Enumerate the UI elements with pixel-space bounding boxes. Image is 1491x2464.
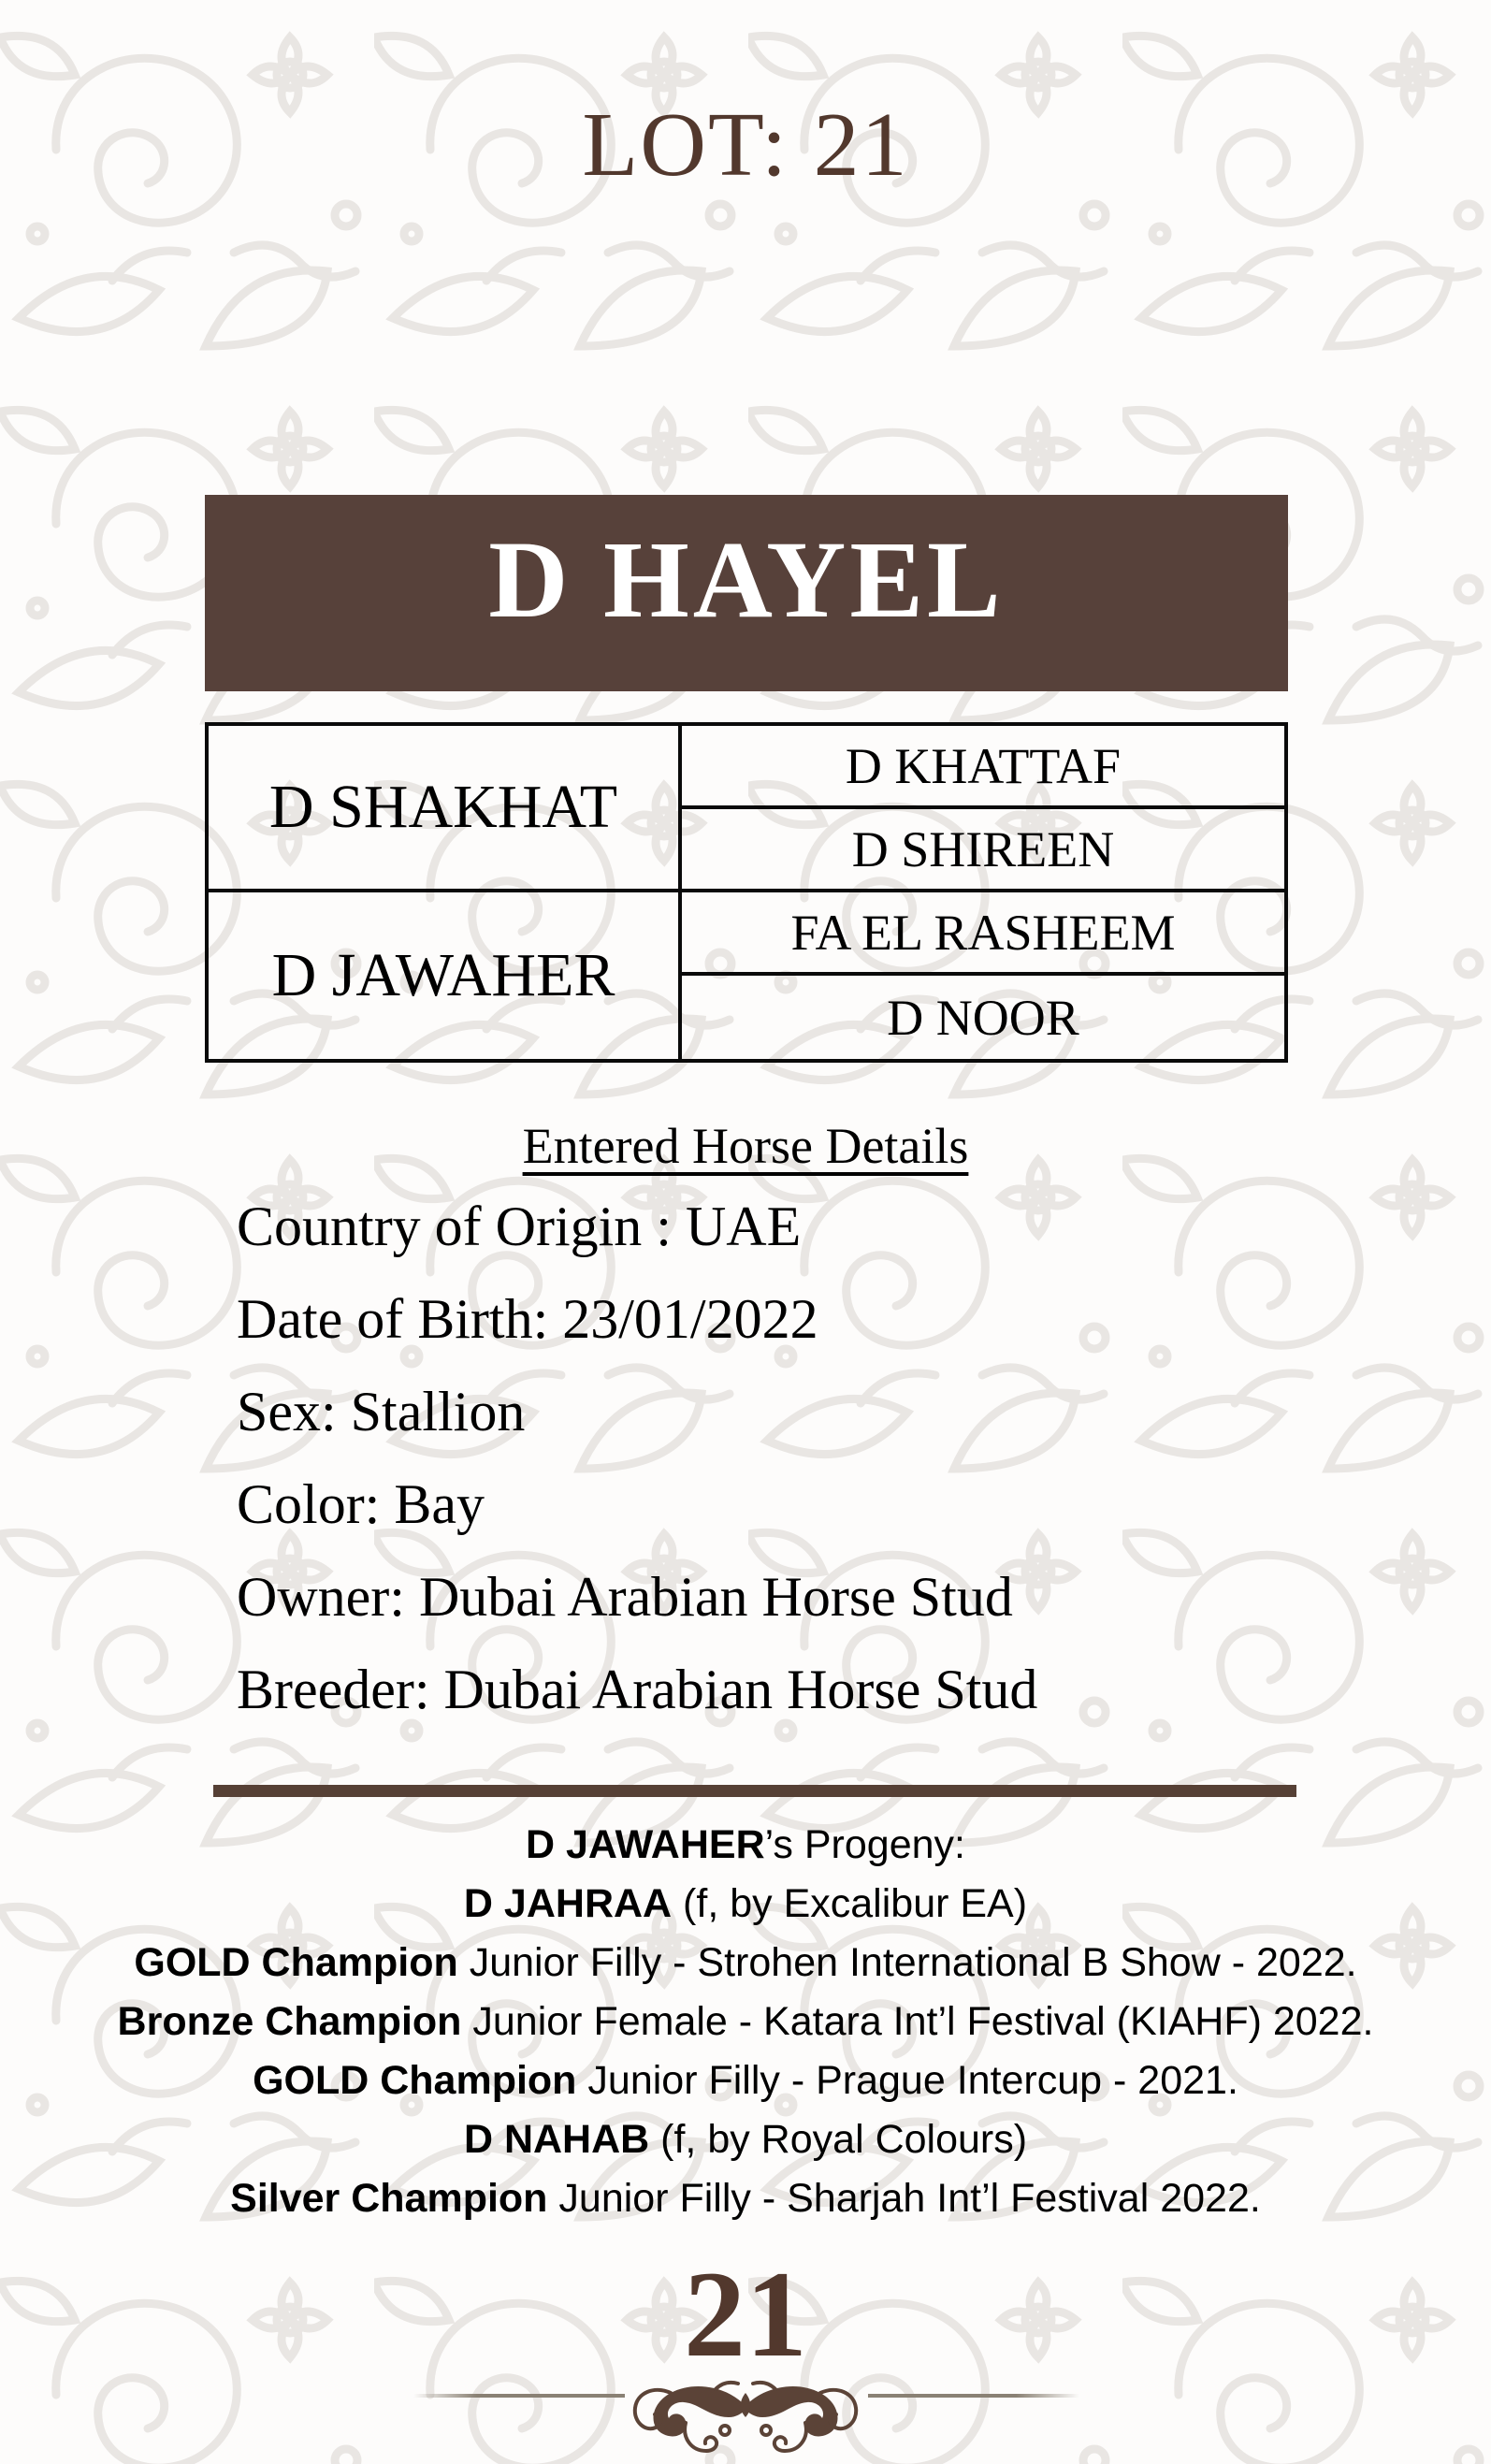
- detail-sex: Sex: Stallion: [237, 1381, 526, 1442]
- progeny-horse-line: D JAHRAA (f, by Excalibur EA): [463, 1881, 1028, 1926]
- detail-date-of-birth: Date of Birth: 23/01/2022: [237, 1288, 818, 1350]
- pedigree-cell-sire-sire: D KHATTAF: [682, 726, 1284, 809]
- progeny-award-line: Silver Champion Junior Filly - Sharjah Int’l Festival 2022.: [230, 2176, 1261, 2221]
- footer-flourish-ornament: [605, 2370, 886, 2464]
- pedigree-table: [205, 722, 1288, 1063]
- horse-details-list: [237, 1198, 1037, 1754]
- entered-horse-details-heading: Entered Horse Details: [522, 1118, 969, 1174]
- progeny-award-line: GOLD Champion Junior Filly - Prague Intercup - 2021.: [253, 2058, 1238, 2103]
- page-number: 21: [684, 2245, 807, 2383]
- footer-divider-line-left: [413, 2394, 625, 2398]
- detail-owner: Owner: Dubai Arabian Horse Stud: [237, 1566, 1013, 1628]
- pedigree-cell-dam-sire: FA EL RASHEEM: [682, 892, 1284, 976]
- pedigree-cell-sire-dam: D SHIREEN: [682, 809, 1284, 892]
- pedigree-cell-sire: D SHAKHAT: [209, 726, 682, 892]
- progeny-horse-line: D NAHAB (f, by Royal Colours): [463, 2117, 1028, 2162]
- progeny-award-line: Bronze Champion Junior Female - Katara Int’l Festival (KIAHF) 2022.: [117, 1999, 1374, 2044]
- detail-country-of-origin: Country of Origin : UAE: [237, 1196, 802, 1257]
- horse-name: D HAYEL: [488, 518, 1005, 641]
- footer-divider-line-right: [868, 2394, 1079, 2398]
- pedigree-cell-dam: D JAWAHER: [209, 892, 682, 1059]
- horse-name-banner: [205, 495, 1288, 691]
- progeny-section: [0, 1816, 1491, 2228]
- lot-number-heading: LOT: 21: [582, 94, 909, 196]
- progeny-heading: D JAWAHER’s Progeny:: [526, 1822, 965, 1867]
- pedigree-cell-dam-dam: D NOOR: [887, 989, 1079, 1046]
- detail-color: Color: Bay: [237, 1473, 485, 1535]
- progeny-award-line: GOLD Champion Junior Filly - Strohen International B Show - 2022.: [134, 1940, 1357, 1985]
- detail-breeder: Breeder: Dubai Arabian Horse Stud: [237, 1659, 1038, 1720]
- section-divider-rule: [213, 1785, 1296, 1797]
